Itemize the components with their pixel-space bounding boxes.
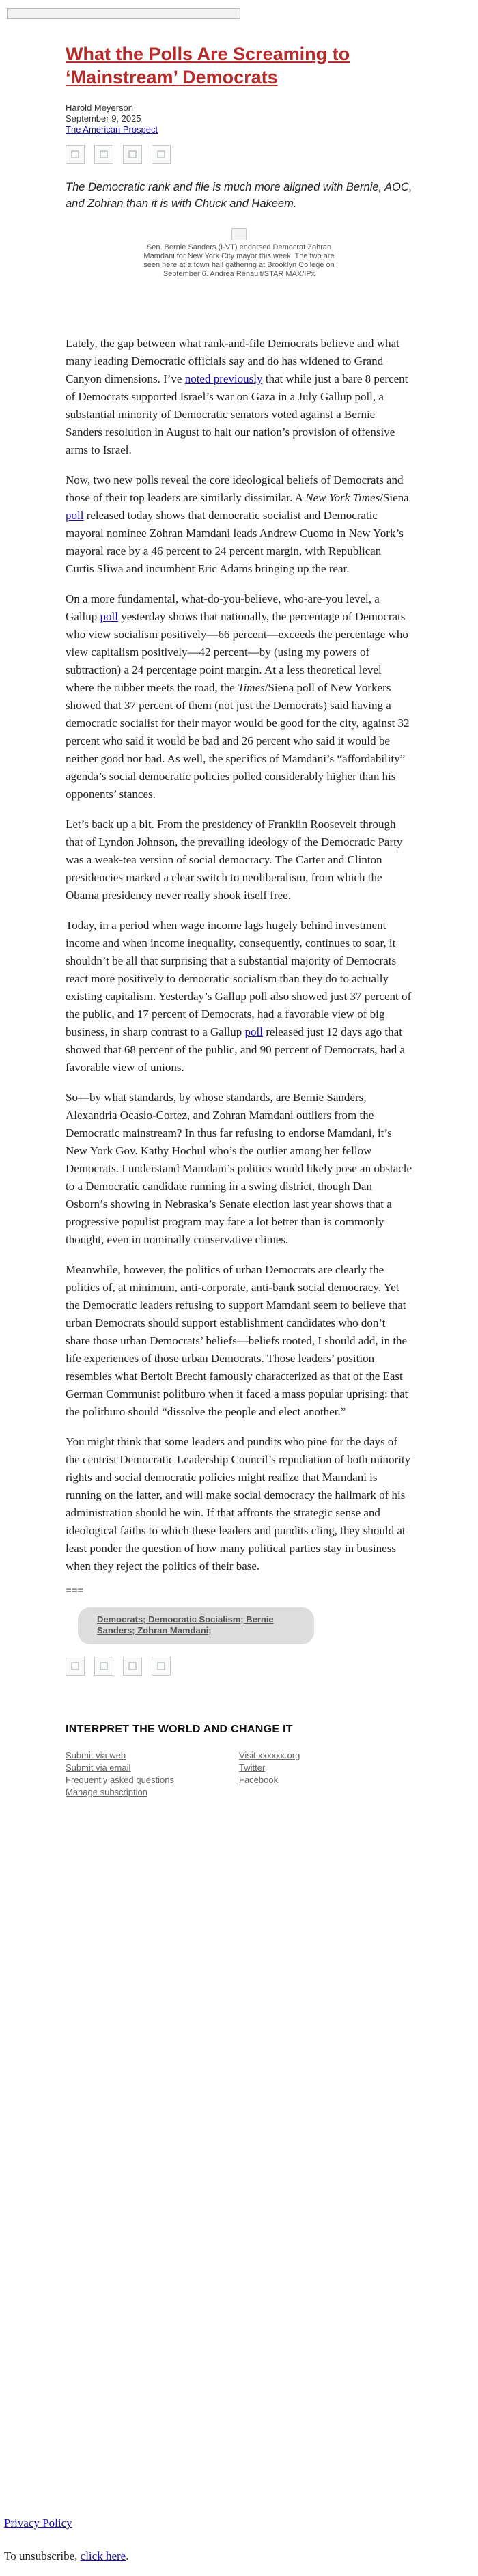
- paragraph-1: Lately, the gap between what rank-and-file Democrats believe and what many leading Democratic officials say and do has widened to Grand Canyon dimensions. I’ve noted previously that while just a bare 8 percent of Democrats supported Israel’s war on Gaza in a July Gallup poll, a substantial minority of Democratic senators voted against a Bernie Sanders resolution in August to halt our nation’s provision of offensive arms to Israel.: [66, 337, 408, 456]
- paragraph-6: So—by what standards, by whose standards, are Bernie Sanders, Alexandria Ocasio-Cortez, and Zohran Mamdani outliers from the Democratic mainstream? In thus far refusing to endorse Mamdani, it’s New York Gov. Kathy Hochul who’s the outlier among her fellow Democrats. I understand Mamdani’s politics would likely pose an obstacle to a Democratic candidate running in a swing district, though Dan Osborn’s showing in Nebraska’s Senate election last year shows that a progressive populist program may fare a lot better than is commonly thought, even in nominally conservative climes.: [66, 1091, 412, 1246]
- twitter-icon[interactable]: [94, 1657, 113, 1676]
- email-bottom: [4, 2515, 128, 2564]
- article-body: [66, 335, 412, 1596]
- logo-image[interactable]: [7, 8, 240, 19]
- author-name: Harold Meyerson: [66, 102, 133, 113]
- facebook-link[interactable]: Facebook: [239, 1775, 279, 1785]
- email-icon[interactable]: [123, 145, 142, 164]
- paragraph-2: Now, two new polls reveal the core ideological beliefs of Democrats and those of their top leaders are similarly dissimilar. A New York Times/Siena poll released today shows that democratic socialist and Democratic mayoral nominee Zohran Mamdani leads Andrew Cuomo in New York’s mayoral race by a 46 percent to 24 percent margin, with Republican Curtis Sliwa and incumbent Eric Adams bringing up the rear.: [66, 473, 409, 575]
- footer-title: INTERPRET THE WORLD AND CHANGE IT: [66, 1723, 293, 1735]
- article-figure: [137, 228, 341, 279]
- article-dek: The Democratic rank and file is much more aligned with Bernie, AOC, and Zohran than it is with Chuck and Hakeem.: [66, 181, 412, 210]
- facebook-icon[interactable]: [66, 145, 85, 164]
- link-icon[interactable]: [152, 145, 171, 164]
- privacy-policy-link[interactable]: Privacy Policy: [4, 2517, 72, 2530]
- manage-subscription-link[interactable]: Manage subscription: [66, 1787, 147, 1797]
- newsletter-container: [29, 25, 449, 1819]
- unsubscribe-link[interactable]: click here: [80, 2549, 126, 2562]
- paragraph-4: Let’s back up a bit. From the presidency of Franklin Roosevelt through that of Lyndon Johnson, the prevailing ideology of the Democratic Party was a weak-tea version of social democracy. The Carter and Clinton presidencies marked a clear switch to neoliberalism, from which the Obama presidency never really shook itself free.: [66, 818, 403, 902]
- newsletter-footer: [29, 1723, 449, 1819]
- paragraph-8: You might think that some leaders and pundits who pine for the days of the centrist Democratic Leadership Council’s repudiation of both minority rights and social democratic policies might realize that Mamdani is running on the latter, and will make social democracy the hallmark of his administration should he win. If that affronts the strategic sense and ideological faiths to which these leaders and pundits cling, they should at least ponder the question of how many political parties stay in business when they reject the politics of their base.: [66, 1435, 411, 1573]
- topic-tags[interactable]: Democrats; Democratic Socialism; Bernie Sanders; Zohran Mamdani;: [78, 1607, 314, 1644]
- email-icon[interactable]: [123, 1657, 142, 1676]
- paragraph-7: Meanwhile, however, the politics of urban Democrats are clearly the politics of, at minimum, anti-corporate, anti-bank social democracy. Yet the Democratic leaders refusing to support Mamdani seem to believe that urban Democrats should support establishment candidates who don’t share those urban Democrats’ beliefs—beliefs rooted, I should add, in the life experiences of those urban Democrats. Those leaders’ position resembles what Bertolt Brecht famously characterized as that of the East German Communist politburo when it faced a mass popular uprising: that the politburo should “dissolve the people and elect another.”: [66, 1263, 408, 1418]
- link-icon[interactable]: [152, 1657, 171, 1676]
- publication-link[interactable]: The American Prospect: [66, 124, 158, 135]
- photo-image: [231, 228, 247, 240]
- facebook-icon[interactable]: [66, 1657, 85, 1676]
- share-icons-bottom: [66, 1657, 412, 1676]
- noted-previously-link[interactable]: noted previously: [184, 372, 263, 385]
- gallup-poll-link[interactable]: poll: [100, 610, 118, 623]
- footer-col-left: [66, 1749, 239, 1799]
- visit-site-link[interactable]: Visit xxxxxx.org: [239, 1750, 300, 1760]
- publish-date: September 9, 2025: [66, 113, 141, 124]
- nyt-poll-link[interactable]: poll: [66, 509, 84, 522]
- paragraph-5: Today, in a period when wage income lags hugely behind investment income and when income inequality, consequently, continues to soar, it shouldn’t be all that surprising that a substantial majority of Democrats react more positively to democratic socialism than they do to actually existing capitalism. Yesterday’s Gallup poll also showed just 37 percent of the public, and 17 percent of Democrats, had a favorable view of big business, in sharp contrast to a Gallup poll released just 12 days ago that showed that 68 percent of the public, and 90 percent of Democrats, had a favorable view of unions.: [66, 919, 412, 1074]
- twitter-link[interactable]: Twitter: [239, 1762, 266, 1773]
- union-poll-link[interactable]: poll: [244, 1025, 263, 1038]
- footer-col-right: [239, 1749, 412, 1799]
- section-divider: ===: [66, 1585, 84, 1596]
- footer-links: [66, 1749, 412, 1799]
- twitter-icon[interactable]: [94, 145, 113, 164]
- unsubscribe-line: To unsubscribe, click here.: [4, 2549, 129, 2562]
- article-headline[interactable]: What the Polls Are Screaming to ‘Mainstream’ Democrats: [66, 44, 350, 87]
- share-icons-top: [66, 145, 412, 164]
- byline: [66, 102, 412, 135]
- paragraph-3: On a more fundamental, what-do-you-believe, who-are-you level, a Gallup poll yesterday shows that nationally, the percentage of Democrats who view socialism positively—66 percent—exceeds the percentage who view capitalism positively—42 percent—by (using my powers of subtraction) a 24 percentage point margin. At a less theoretical level where the rubber meets the road, the Times/Siena poll of New Yorkers showed that 37 percent of them (not just the Democrats) said having a democratic socialist for their mayor would be good for the city, against 32 percent who said it would be bad and 26 percent who said it would be neither good nor bad. As well, the specifics of Mamdani’s “affordability” agenda’s social democratic policies polled considerably higher than his opponents’ stances.: [66, 592, 410, 801]
- photo-caption: Sen. Bernie Sanders (I-VT) endorsed Democrat Zohran Mamdani for New York City mayor this week. The two are seen here at a town hall gathering at Brooklyn College on September 6. Andrea Renault/STAR MAX/IPx: [143, 243, 335, 278]
- submit-web-link[interactable]: Submit via web: [66, 1750, 126, 1760]
- faq-link[interactable]: Frequently asked questions: [66, 1775, 174, 1785]
- submit-email-link[interactable]: Submit via email: [66, 1762, 131, 1773]
